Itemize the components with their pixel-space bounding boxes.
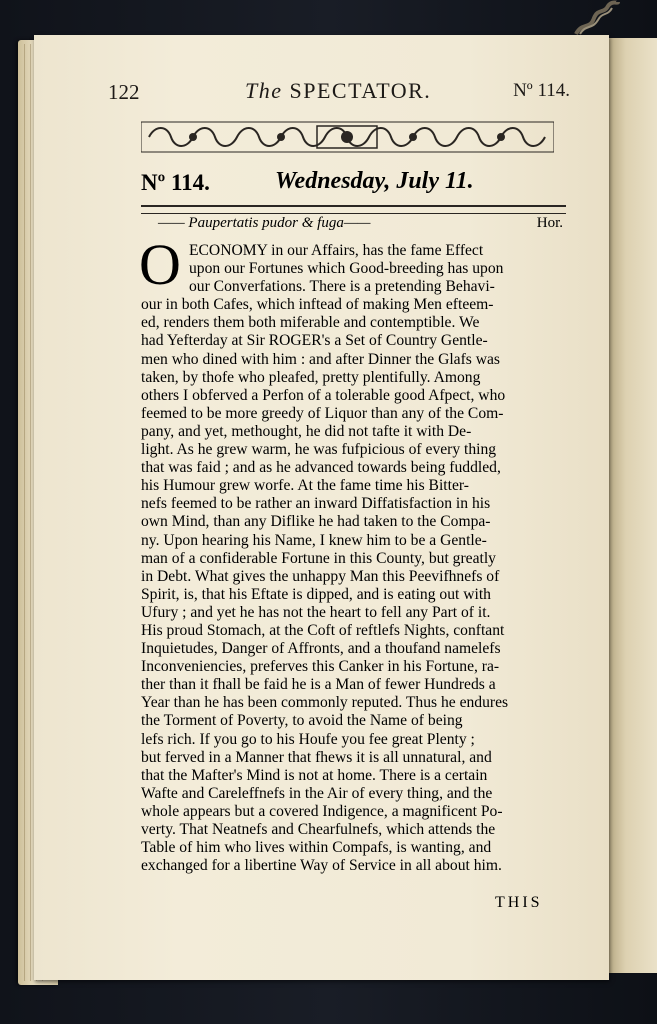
text-line: the Torment of Poverty, to avoid the Name of being xyxy=(141,712,463,730)
text-line: pany, and yet, methought, he did not tafte it with De- xyxy=(141,422,472,440)
text-line: ed, renders them both miferable and contemptible. We xyxy=(141,314,480,332)
text-line: that was faid ; and as he advanced towards being fuddled, xyxy=(141,459,501,477)
text-line: Inquietudes, Danger of Affronts, and a thoufand namelefs xyxy=(141,640,501,658)
text-line: light. As he grew warm, he was fufpicious of every thing xyxy=(141,441,497,459)
issue-date: Wednesday, July 11. xyxy=(275,168,474,194)
issue-heading xyxy=(141,168,561,202)
text-line: our Converfations. There is a pretending Behavi- xyxy=(189,278,495,296)
epigraph-text: —— Paupertatis pudor & fuga—— xyxy=(158,215,371,231)
decorative-ornament-band-icon xyxy=(141,120,554,154)
text-line: verty. That Neatnefs and Chearfulnefs, which attends the xyxy=(141,821,496,838)
text-line: in Debt. What gives the unhappy Man this Peevifhnefs of xyxy=(141,567,500,585)
running-title-spectator: SPECTATOR. xyxy=(289,78,432,103)
drop-cap: O xyxy=(139,232,181,297)
heading-rule xyxy=(141,205,566,214)
text-line: others I obferved a Perfon of a tolerable good Afpect, who xyxy=(141,386,506,404)
running-head xyxy=(108,78,570,110)
facing-page-edge xyxy=(609,38,657,973)
running-title-the: The xyxy=(245,78,283,103)
catchword: THIS xyxy=(495,894,543,911)
text-line: Year than he has been commonly reputed. Thus he endures xyxy=(141,694,509,712)
text-line: Wafte and Careleffnefs in the Air of every thing, and the xyxy=(141,784,493,802)
text-line: Inconveniencies, preferves this Canker in his Fortune, ra- xyxy=(141,658,500,676)
text-line: ECONOMY in our Affairs, has the fame Effect xyxy=(189,242,484,259)
binding-cord-icon xyxy=(572,0,620,36)
text-line: His proud Stomach, at the Coft of reftlefs Nights, conftant xyxy=(141,621,505,639)
text-line: our in both Cafes, which inftead of making Men efteem- xyxy=(141,296,494,314)
text-line: whole appears but a covered Indigence, a magnificent Po- xyxy=(141,802,503,820)
page-number: 122 xyxy=(108,80,140,104)
text-line: but ferved in a Manner that fhews it is all unnatural, and xyxy=(141,748,492,766)
text-line: own Mind, than any Diflike he had taken to the Compa- xyxy=(141,513,491,531)
text-line: taken, by thofe who pleafed, pretty plentifully. Among xyxy=(141,368,481,386)
essay-body xyxy=(141,242,563,875)
epigraph-author: Hor. xyxy=(536,215,563,231)
text-line: feemed to be more greedy of Liquor than any of the Com- xyxy=(141,404,504,422)
text-line: man of a confiderable Fortune in this County, but greatly xyxy=(141,549,496,567)
text-line: nefs feemed to be rather an inward Diffatisfaction in his xyxy=(141,495,491,513)
text-line: Table of him who lives within Compafs, is wanting, and xyxy=(141,839,492,857)
running-title xyxy=(245,78,431,104)
text-line: exchanged for a libertine Way of Service in all about him. xyxy=(141,857,502,875)
issue-number: Nº 114. xyxy=(141,170,210,195)
text-line: upon our Fortunes which Good-breeding has upon xyxy=(189,260,504,278)
text-line: ther than it fhall be faid he is a Man of fewer Hundreds a xyxy=(141,676,496,694)
text-line: lefs rich. If you go to his Houfe you fee great Plenty ; xyxy=(141,730,475,748)
text-line: Spirit, is, that his Eftate is dipped, and is eating out with xyxy=(141,585,491,603)
text-line: Ufury ; and yet he has not the heart to fell any Part of it. xyxy=(141,603,491,621)
text-line: ny. Upon hearing his Name, I knew him to be a Gentle- xyxy=(141,531,487,549)
epigraph xyxy=(158,215,563,237)
text-line: his Humour grew worfe. At the fame time his Bitter- xyxy=(141,477,469,495)
text-line: had Yefterday at Sir ROGER's a Set of Country Gentle- xyxy=(141,332,488,350)
text-line: men who dined with him : and after Dinner the Glafs was xyxy=(141,350,500,368)
running-issue-ref: Nº 114. xyxy=(513,80,570,101)
text-line: that the Mafter's Mind is not at home. There is a certain xyxy=(141,766,488,784)
